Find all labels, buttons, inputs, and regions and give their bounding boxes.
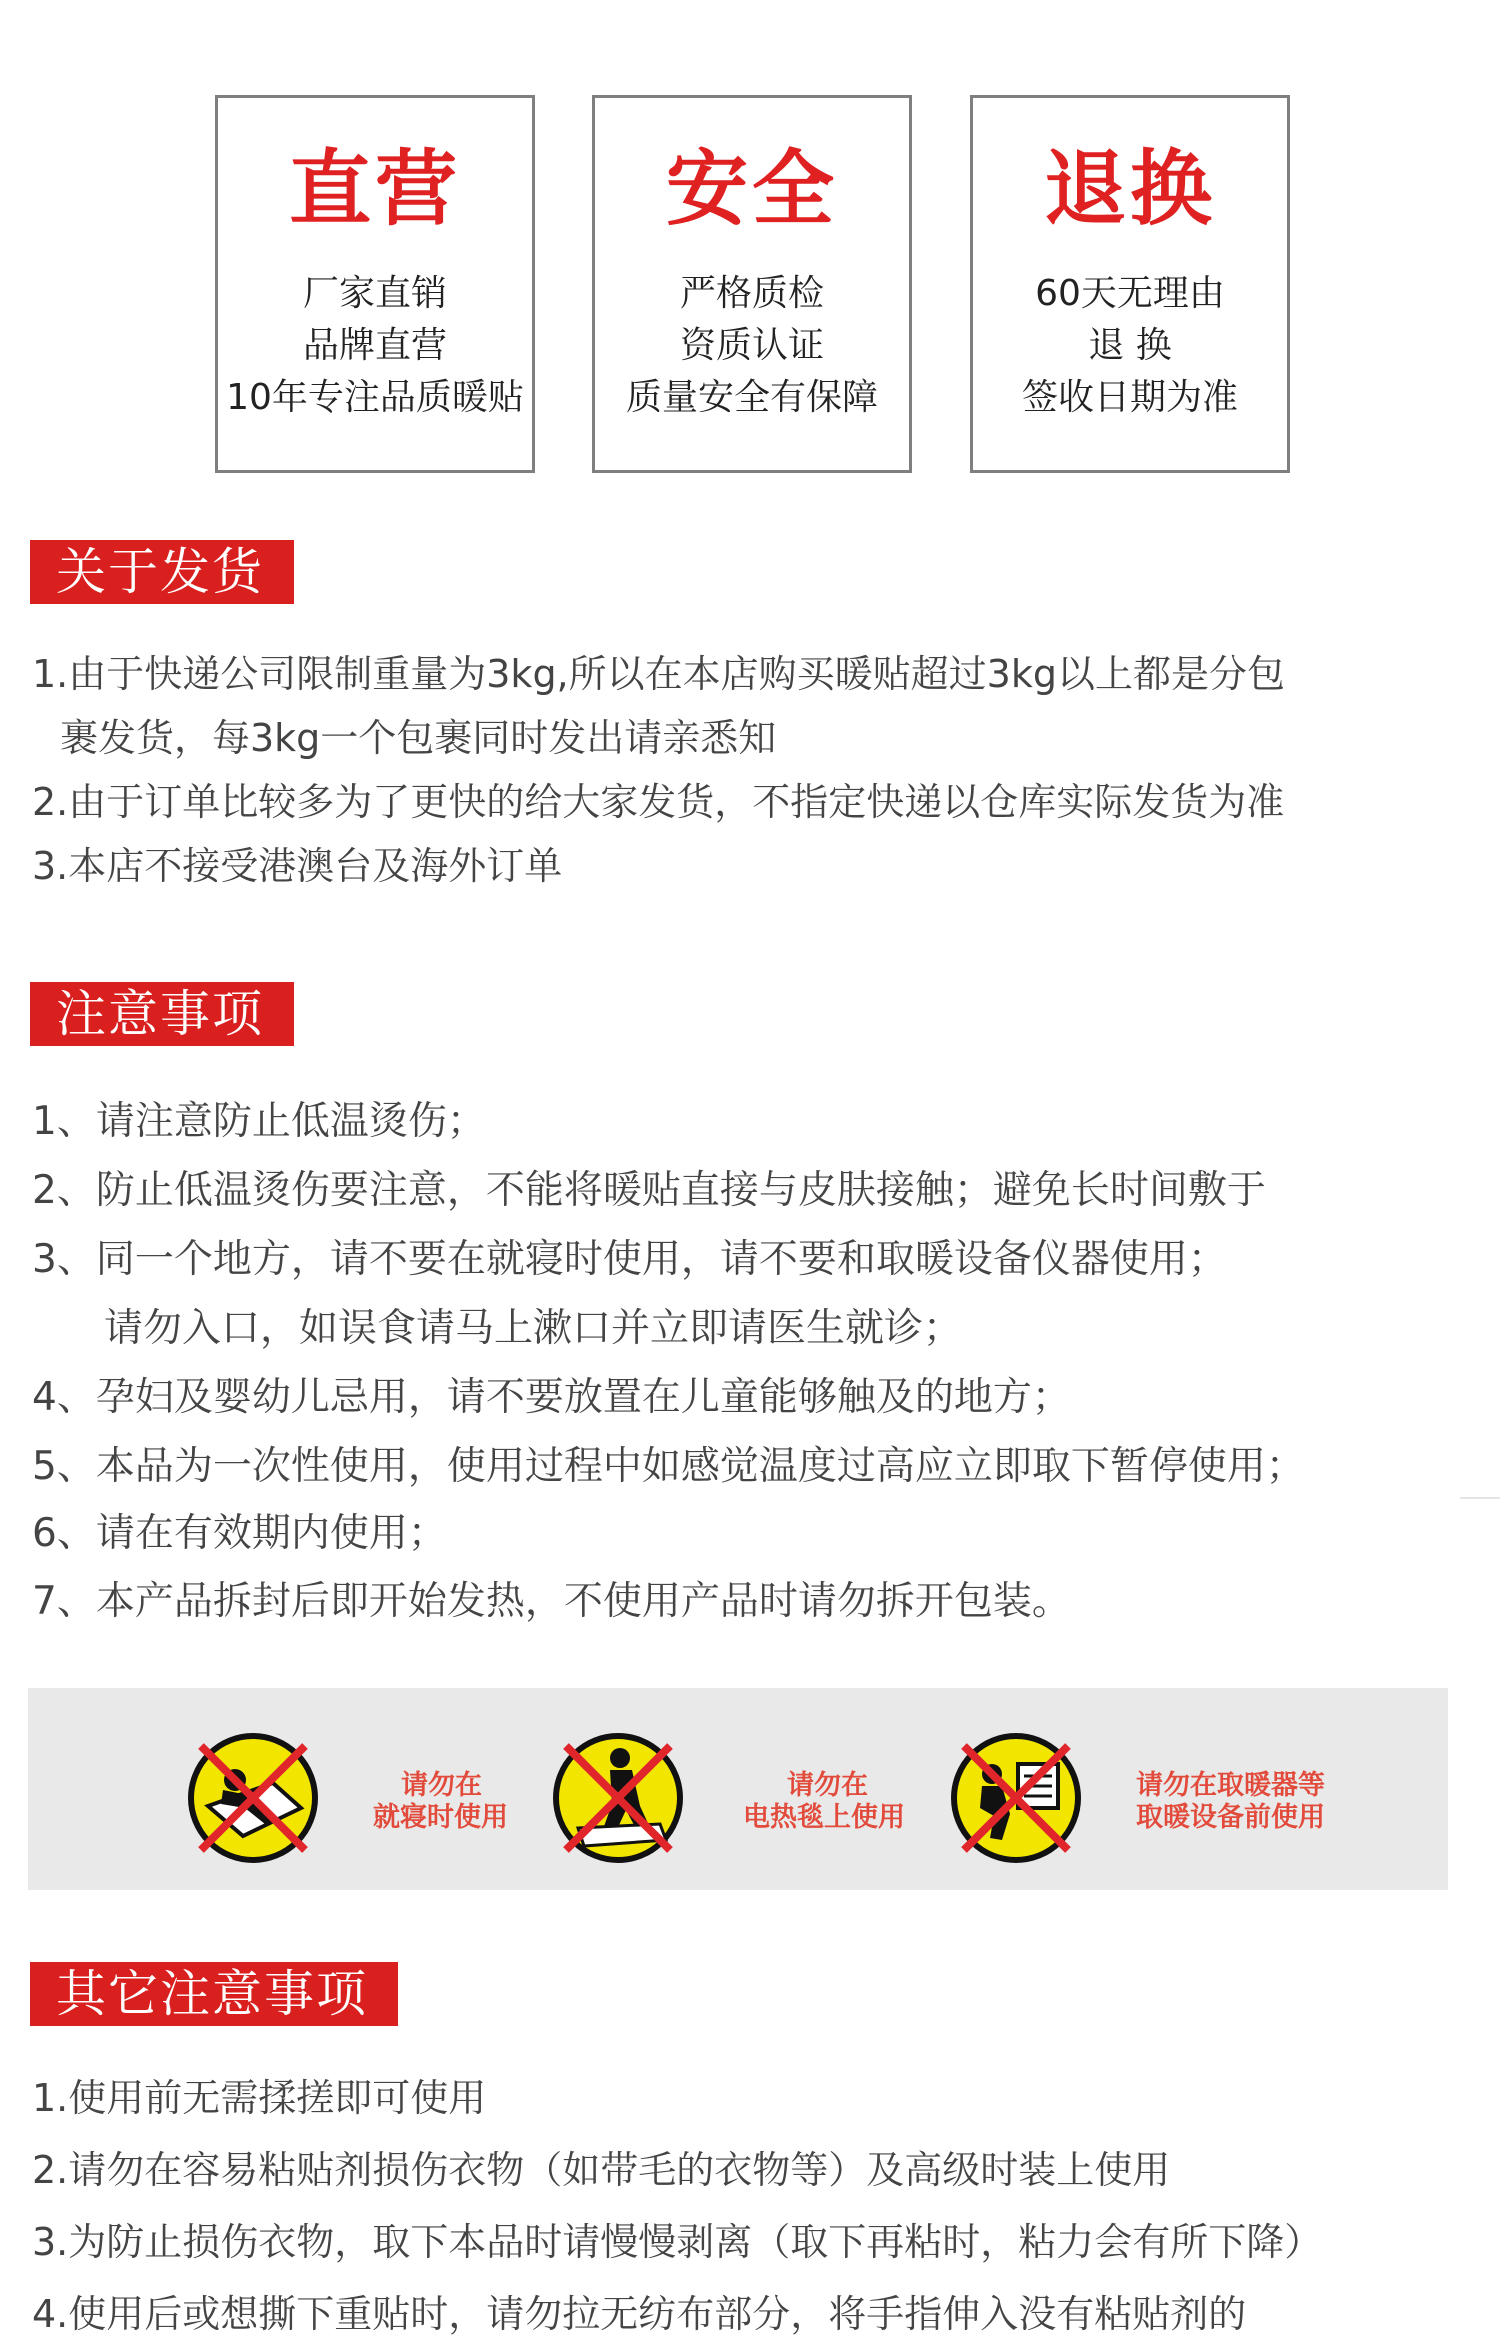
badge-title: 退换 (1043, 142, 1216, 237)
other-notes-list (32, 2062, 1482, 2350)
badge-title: 安全 (665, 142, 838, 237)
list-item: 1.由于快递公司限制重量为3kg,所以在本店购买暖贴超过3kg以上都是分包 (32, 652, 1285, 696)
list-item: 7、本产品拆封后即开始发热，不使用产品时请勿拆开包装。 (32, 1579, 1071, 1624)
other-notes-heading: 其它注意事项 (30, 1962, 398, 2026)
warning-caption-line: 请勿在 (401, 1770, 482, 1801)
list-item: 3.本店不接受港澳台及海外订单 (32, 844, 563, 888)
warning-caption-line: 就寝时使用 (373, 1802, 508, 1833)
badge-line: 10年专注品质暖贴 (226, 377, 524, 418)
warning-caption-line: 请勿在取暖器等 (1136, 1770, 1325, 1801)
shipping-heading: 关于发货 (30, 540, 294, 604)
list-item: 1、请注意防止低温烫伤； (32, 1099, 486, 1144)
notes-heading: 注意事项 (30, 982, 294, 1046)
list-item: 3、同一个地方，请不要在就寝时使用，请不要和取暖设备仪器使用； (32, 1237, 1227, 1282)
no-heater-icon (946, 1728, 1086, 1868)
list-item: 请勿入口，如误食请马上漱口并立即请医生就诊； (104, 1306, 963, 1351)
no-electric-blanket-icon (548, 1728, 688, 1868)
badge-line: 品牌直营 (302, 325, 447, 366)
list-item: 2、防止低温烫伤要注意，不能将暖贴直接与皮肤接触；避免长时间敷于 (32, 1168, 1266, 1213)
warning-caption-line: 请勿在 (787, 1770, 868, 1801)
list-item: 2.请勿在容易粘贴剂损伤衣物（如带毛的衣物等）及高级时装上使用 (32, 2148, 1171, 2192)
divider (1460, 1497, 1500, 1499)
badge-title: 直营 (288, 142, 461, 237)
warning-caption-line: 电热毯上使用 (743, 1802, 905, 1833)
badge-return (970, 95, 1290, 473)
list-item: 1.使用前无需揉搓即可使用 (32, 2076, 487, 2120)
badge-line: 厂家直销 (302, 273, 447, 314)
list-item: 3.为防止损伤衣物，取下本品时请慢慢剥离（取下再粘时，粘力会有所下降） (32, 2220, 1323, 2264)
list-item: 2.由于订单比较多为了更快的给大家发货，不指定快递以仓库实际发货为准 (32, 780, 1285, 824)
warning-caption (373, 1770, 508, 1834)
no-sleeping-icon (183, 1728, 323, 1868)
badge-direct (215, 95, 535, 473)
badge-line: 资质认证 (679, 325, 824, 366)
list-item: 6、请在有效期内使用； (32, 1511, 447, 1556)
badge-line: 质量安全有保障 (625, 377, 878, 418)
badge-line: 严格质检 (679, 273, 824, 314)
list-item: 裹发货，每3kg一个包裹同时发出请亲悉知 (60, 716, 777, 760)
warning-strip (28, 1688, 1448, 1890)
list-item: 5、本品为一次性使用，使用过程中如感觉温度过高应立即取下暂停使用； (32, 1444, 1305, 1489)
warning-caption-line: 取暖设备前使用 (1136, 1802, 1325, 1833)
badge-line: 签收日期为准 (1021, 377, 1238, 418)
shipping-list (32, 642, 1482, 898)
badge-safety (592, 95, 912, 473)
warning-caption (743, 1770, 905, 1834)
feature-badges (0, 95, 1500, 480)
badge-line: 60天无理由 (1035, 273, 1225, 314)
badge-line: 退 换 (1088, 325, 1172, 366)
list-item: 4.使用后或想撕下重贴时，请勿拉无纺布部分，将手指伸入没有粘贴剂的 (32, 2292, 1247, 2336)
list-item: 4、孕妇及婴幼儿忌用，请不要放置在儿童能够触及的地方； (32, 1375, 1071, 1420)
warning-caption (1136, 1770, 1325, 1834)
